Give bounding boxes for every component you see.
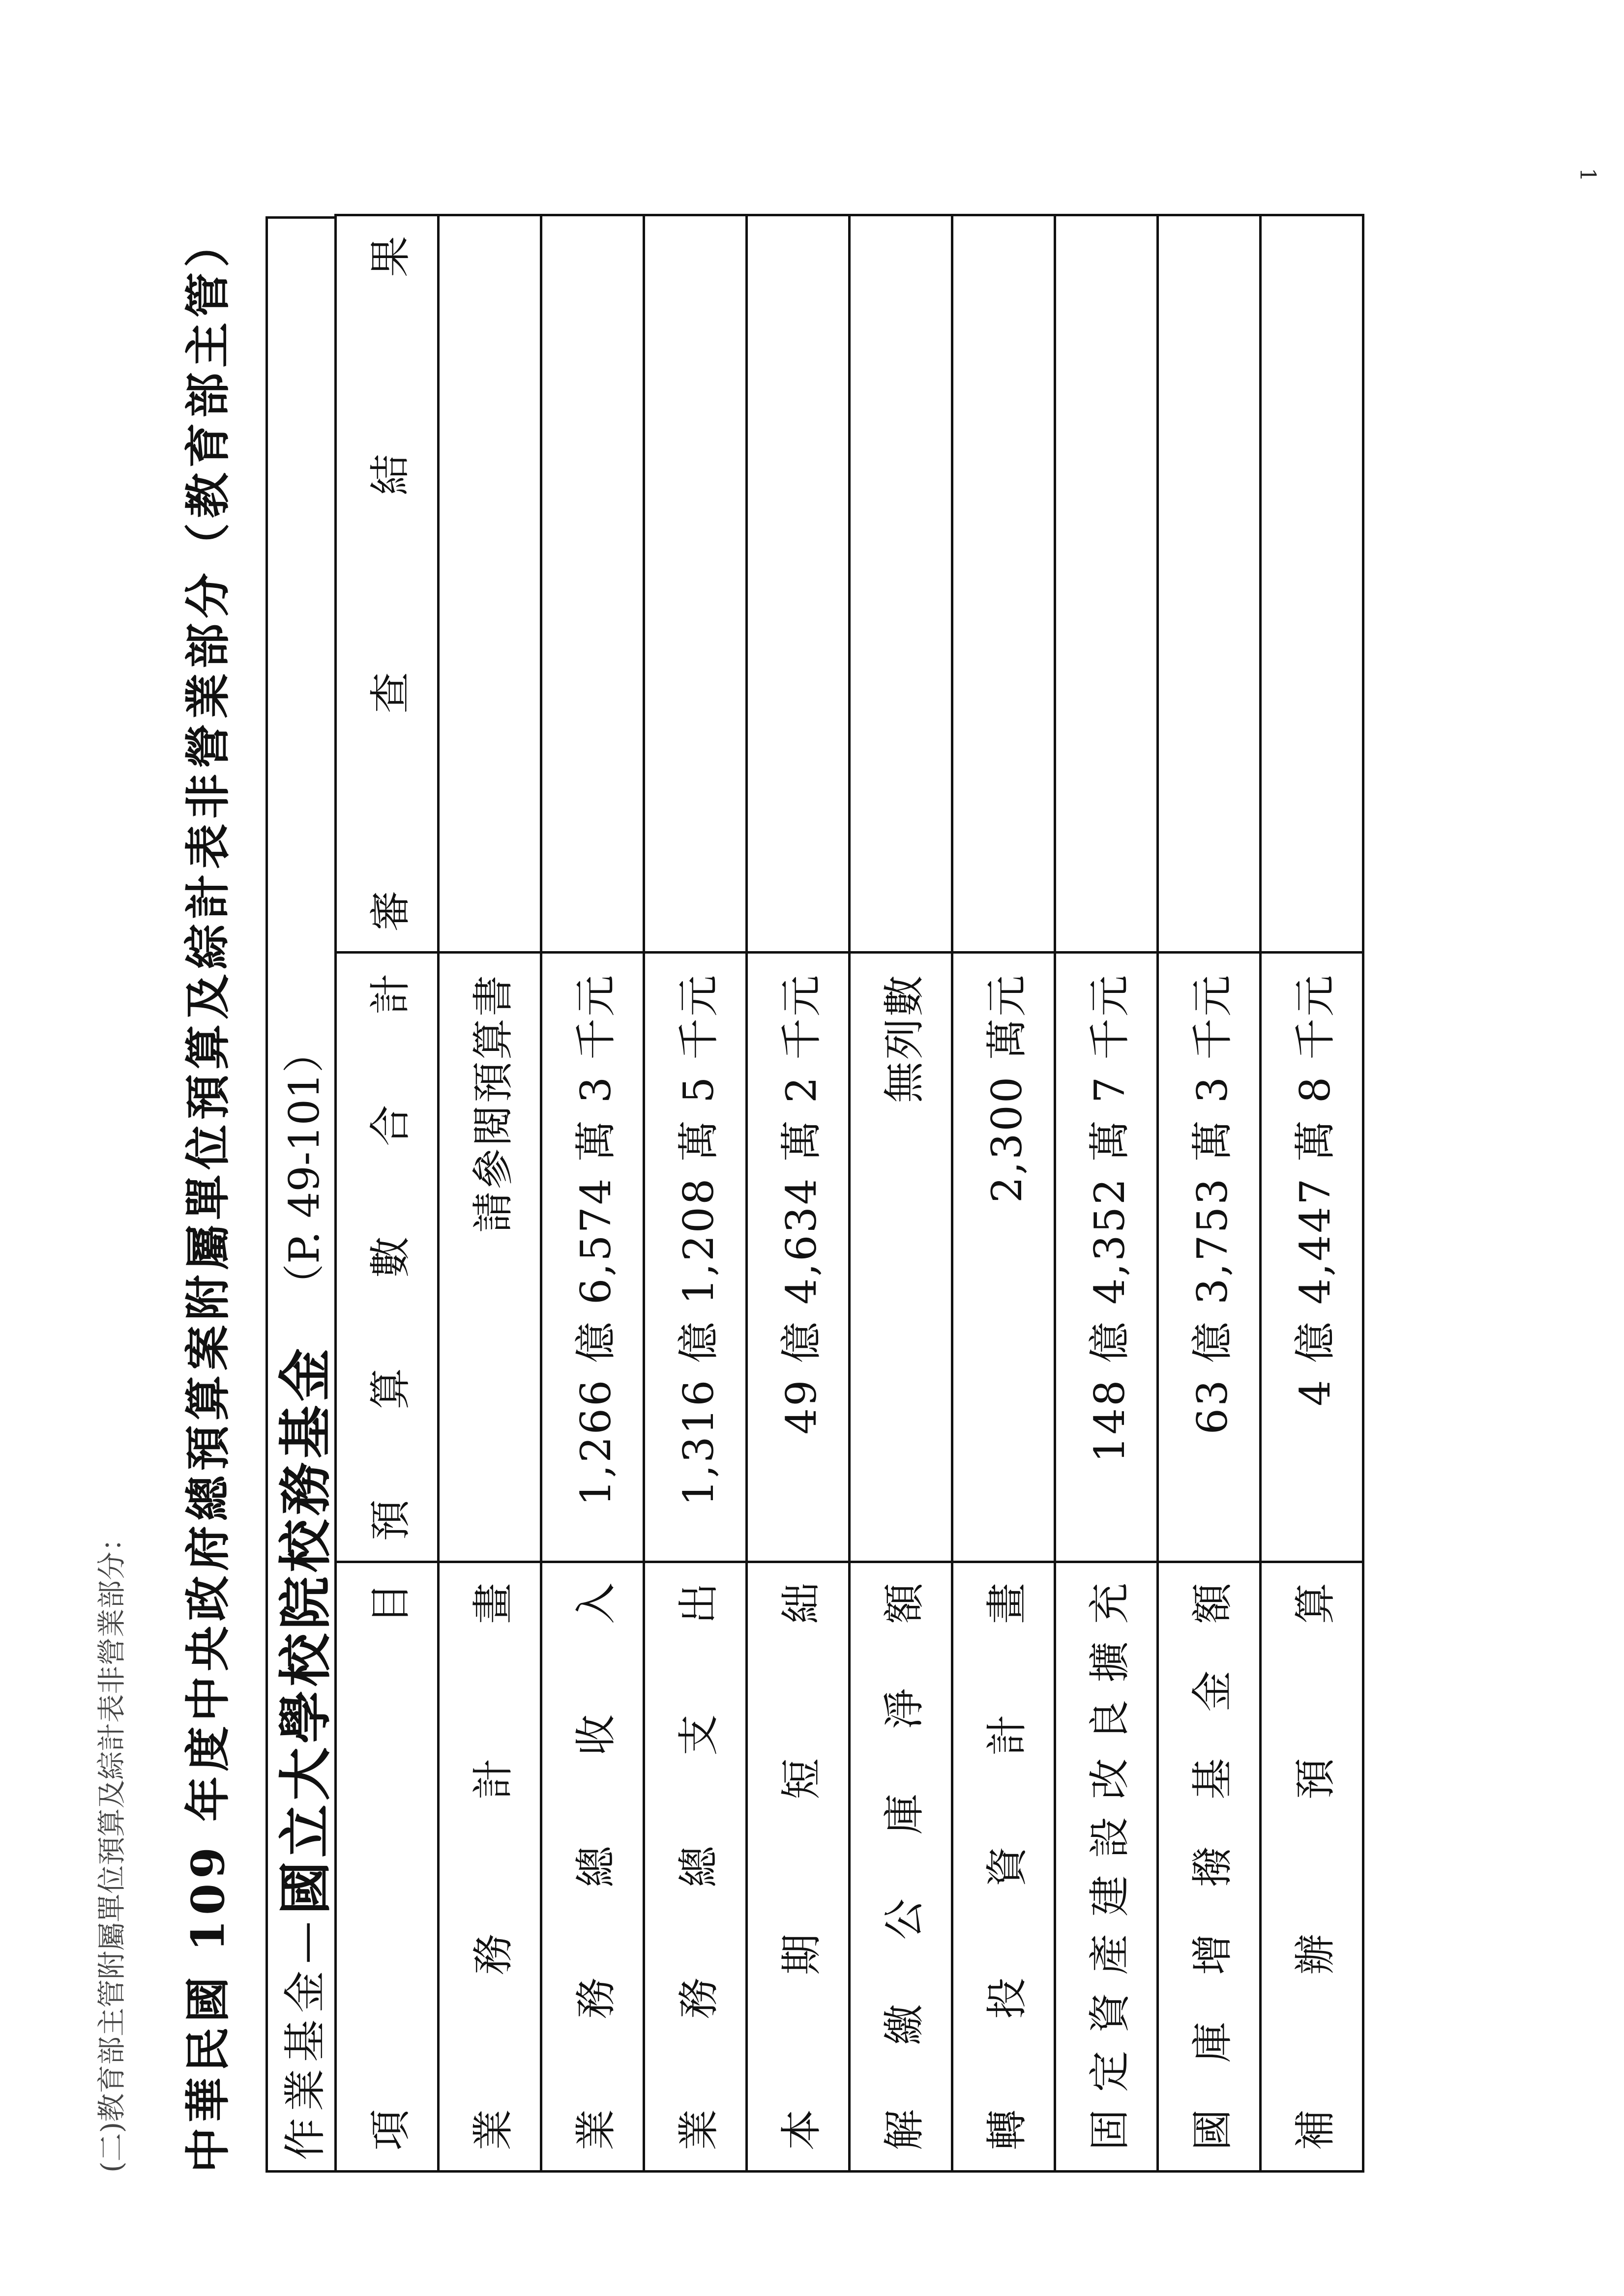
page-number: 1 [1575,168,1600,182]
row-item: 轉投資計畫 [952,1562,1055,2172]
row-item: 補辦預算 [1261,1562,1363,2172]
header-note: (二)教育部主管附屬單位預算及綜計表非營業部分： [95,1523,128,2173]
header-amount: 預算數合計 [336,953,439,1562]
table-row [541,215,644,2172]
header-item: 項目 [336,1562,439,2172]
row-item: 業務計畫 [439,1562,541,2172]
row-result [1261,215,1363,953]
row-amount: 無列數 [850,953,952,1562]
row-item: 解繳公庫淨額 [850,1562,952,2172]
row-item: 固定資產建設改良擴充 [1055,1562,1158,2172]
row-amount: 4 億 4,447 萬 8 千元 [1261,953,1363,1562]
table-row [1055,215,1158,2172]
fund-name: 國立大學校院校務基金 [275,1344,337,1915]
row-amount: 148 億 4,352 萬 7 千元 [1055,953,1158,1562]
row-amount: 49 億 4,634 萬 2 千元 [747,953,850,1562]
fund-prefix: 作業基金— [280,1915,330,2160]
row-result [644,215,747,953]
row-item: 國庫增撥基金額 [1158,1562,1261,2172]
header-result: 審查結果 [336,215,439,953]
row-amount: 63 億 3,753 萬 3 千元 [1158,953,1261,1562]
table-header-row [336,215,439,2172]
row-item: 業務總收入 [541,1562,644,2172]
table-row [1158,215,1261,2172]
document-title: 中華民國 109 年度中央政府總預算案附屬單位預算及綜計表非營業部分（教育部主管） [181,217,235,2173]
row-result [1055,215,1158,953]
table-row [644,215,747,2172]
fund-header [266,216,337,2173]
row-result [850,215,952,953]
row-result [439,215,541,953]
row-result [541,215,644,953]
table-row [952,215,1055,2172]
table-row [850,215,952,2172]
row-item: 本期短絀 [747,1562,850,2172]
fund-page-reference: （P. 49-101） [280,1031,328,1305]
row-result [1158,215,1261,953]
row-amount: 2,300 萬元 [952,953,1055,1562]
row-item: 業務總支出 [644,1562,747,2172]
row-amount: 1,316 億 1,208 萬 5 千元 [644,953,747,1562]
table-row [747,215,850,2172]
row-amount: 1,266 億 6,574 萬 3 千元 [541,953,644,1562]
document-landscape-content [89,206,1396,2173]
table-row [439,215,541,2172]
table-row [1261,215,1363,2172]
row-result [952,215,1055,953]
row-amount: 請參閱預算書 [439,953,541,1562]
budget-table [334,214,1364,2173]
row-result [747,215,850,953]
